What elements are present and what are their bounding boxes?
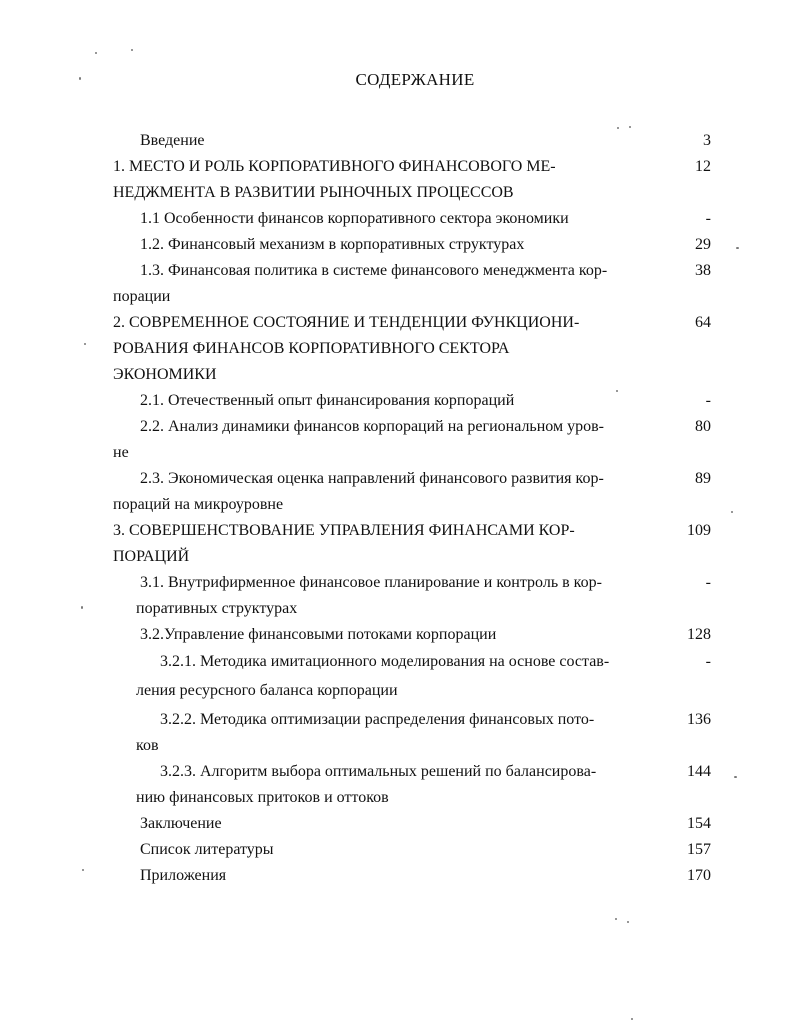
toc-entry-text: нию финансовых притоков и оттоков [136,789,389,806]
toc-entry-text: 3.2.Управление финансовыми потоками корпорации [140,626,497,643]
scan-speck [617,127,619,129]
scan-speck [79,77,81,80]
toc-entry-page: 80 [695,418,711,435]
toc-entry-text: не [113,444,129,461]
toc-entry-page: 64 [695,314,711,331]
toc-entry-page: 3 [703,132,711,149]
toc-entry-text: ков [136,737,159,754]
toc-entry-text: РОВАНИЯ ФИНАНСОВ КОРПОРАТИВНОГО СЕКТОРА [113,340,510,357]
scan-speck [627,921,629,923]
toc-entry-page: - [705,392,711,409]
scan-speck [131,49,133,51]
toc-entry-text: 2.2. Анализ динамики финансов корпораций на региональном уров- [140,418,604,435]
scan-speck [84,343,86,345]
toc-entry-page: 170 [687,867,711,884]
toc-entry-text: 1.2. Финансовый механизм в корпоративных структурах [140,236,525,253]
toc-entry-text: 3. СОВЕРШЕНСТВОВАНИЕ УПРАВЛЕНИЯ ФИНАНСАМИ КОР- [113,522,575,539]
toc-entry-text: пораций на микроуровне [113,496,284,513]
scan-speck [82,869,84,871]
toc-entry-page: 109 [687,522,711,539]
toc-entry-text: 3.2.1. Методика имитационного моделирования на основе состав- [160,653,610,670]
page-title: СОДЕРЖАНИЕ [355,70,475,89]
toc-entry-text: 1.1 Особенности финансов корпоративного сектора экономики [140,210,569,227]
toc-entry-text: 1.3. Финансовая политика в системе финансового менеджмента кор- [140,262,608,279]
toc-entry-text: 1. МЕСТО И РОЛЬ КОРПОРАТИВНОГО ФИНАНСОВОГО МЕ- [113,158,556,175]
toc-entry-text: Приложения [140,867,227,884]
toc-entry-page: 136 [687,711,711,728]
toc-entry-text: 3.2.2. Методика оптимизации распределения финансовых пото- [160,711,595,728]
toc-entry-text: 2. СОВРЕМЕННОЕ СОСТОЯНИЕ И ТЕНДЕНЦИИ ФУНКЦИОНИ- [113,314,580,331]
toc-entry-text: Заключение [140,815,222,832]
toc-entry-text: 3.2.3. Алгоритм выбора оптимальных решений по балансирова- [160,763,597,780]
scan-speck [629,126,631,128]
toc-entry-text: Введение [140,132,205,149]
scan-speck [81,606,83,609]
scan-speck [615,918,617,920]
toc-entry-page: 154 [687,815,711,832]
toc-entry-text: ления ресурсного баланса корпорации [136,682,398,699]
scan-speck [734,776,737,778]
toc-entry-page: 144 [687,763,711,780]
toc-entry-text: НЕДЖМЕНТА В РАЗВИТИИ РЫНОЧНЫХ ПРОЦЕССОВ [113,184,514,201]
toc-entry-text: 3.1. Внутрифирменное финансовое планирование и контроль в кор- [140,574,602,591]
toc-entry-text: ПОРАЦИЙ [113,548,190,565]
scan-speck [736,247,739,249]
toc-entry-page: 12 [695,158,711,175]
toc-entry-text: ЭКОНОМИКИ [113,366,217,383]
toc-entry-page: 89 [695,470,711,487]
scan-speck [631,1018,633,1020]
toc-entry-page: 29 [695,236,711,253]
scan-speck [616,390,618,392]
toc-entry-text: поративных структурах [136,600,298,617]
scan-speck [95,52,97,54]
toc-entry-text: порации [113,288,171,305]
toc-entry-page: - [705,653,711,670]
toc-entry-page: 157 [687,841,711,858]
toc-entry-text: 2.1. Отечественный опыт финансирования корпораций [140,392,515,409]
toc-entry-page: 128 [687,626,711,643]
scan-speck [731,511,733,513]
toc-entry-text: 2.3. Экономическая оценка направлений финансового развития кор- [140,470,604,487]
toc-entry-page: - [705,574,711,591]
toc-entry-text: Список литературы [140,841,274,858]
toc-entry-page: - [705,210,711,227]
toc-entry-page: 38 [695,262,711,279]
